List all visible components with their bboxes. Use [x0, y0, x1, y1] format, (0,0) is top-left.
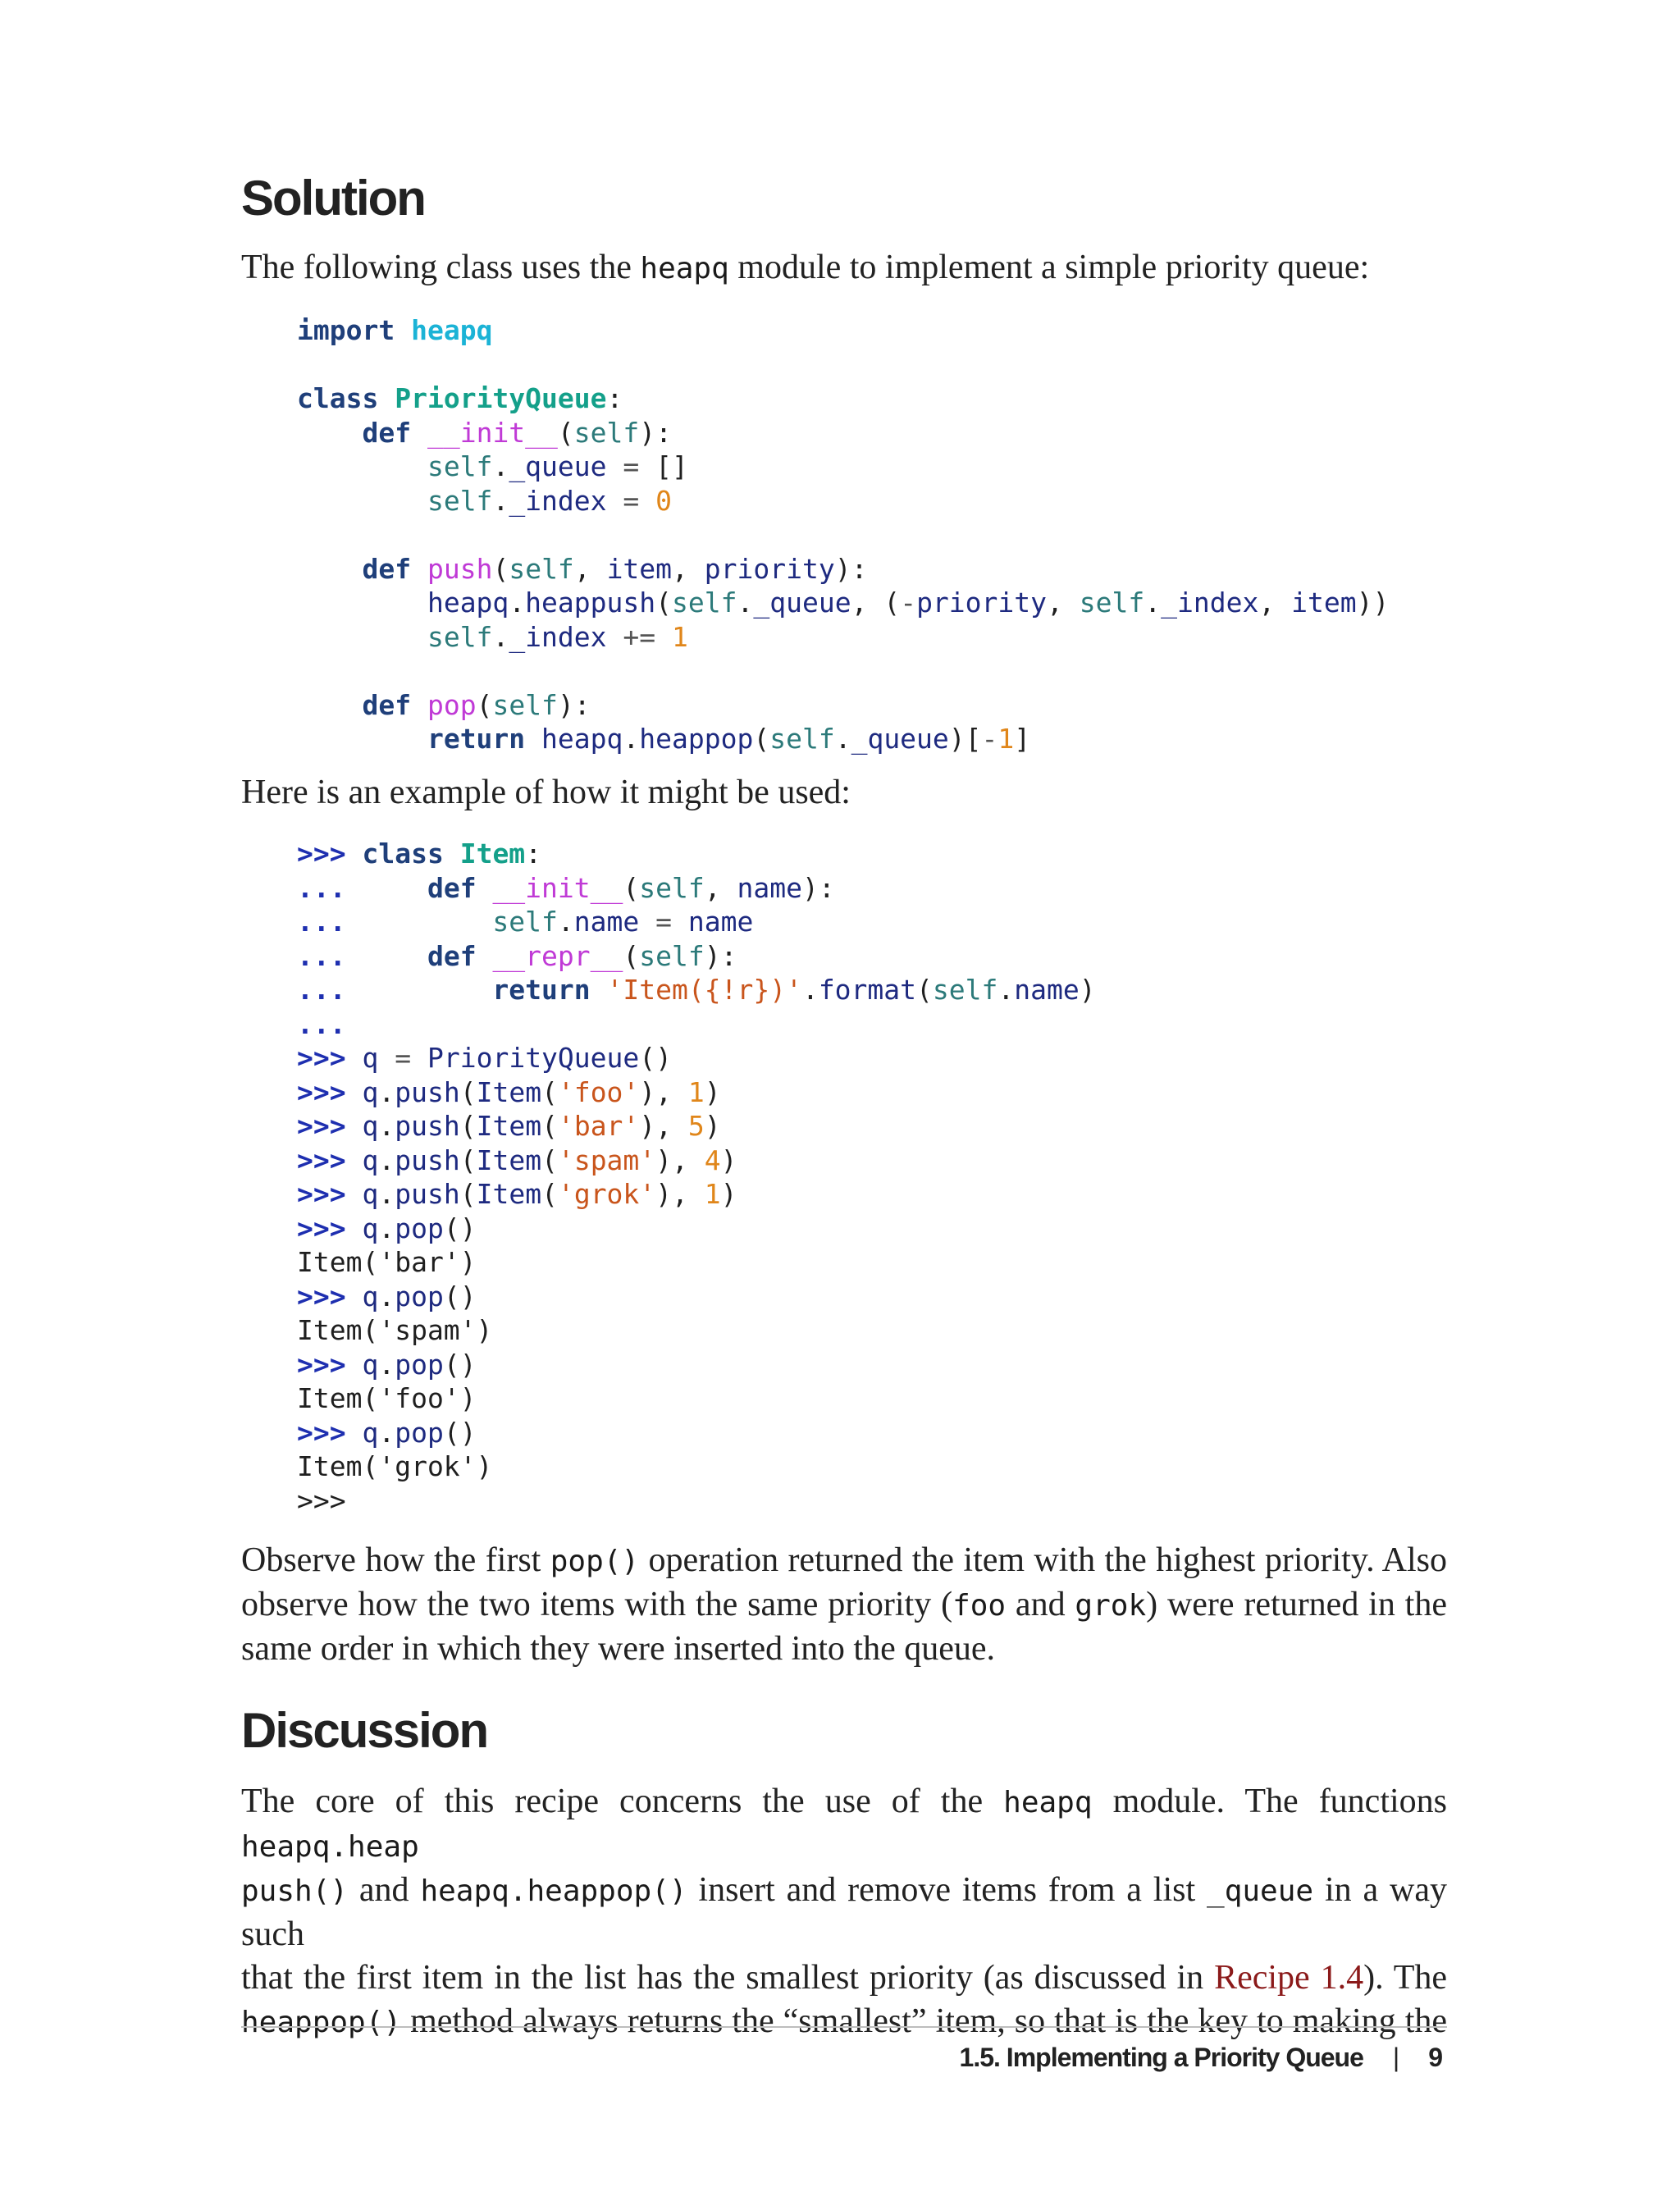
- discussion-line-1: The core of this recipe concerns the use of the heapq module. The functions heapq.heap: [241, 1783, 1448, 1864]
- code-block-priority-queue: import heapq class PriorityQueue: def __init__(self): self._queue = [] self._index = 0 def push(self, item, priority): heapq.heappush(self._queue, (-priority, self._index, item)) self._index += 1 def pop(self): return heapq.heappop(self._queue)[-1]: [297, 314, 1390, 755]
- observe-paragraph: Observe how the first pop() operation returned the item with the highest priority. Also observe how the two items with the same priority (foo and grok) were returned in the same order in which they were inserted into the queue.: [241, 1541, 1447, 1668]
- code-block-example-usage: >>> class Item: ... def __init__(self, name): ... self.name = name ... def __repr__(self): ... return 'Item({!r})'.format(self.name) ... >>> q = PriorityQueue() >>> q.push(Item('foo'), 1) >>> q.push(Item('bar'), 5) >>> q.push(Item('spam'), 4) >>> q.push(Item('grok'), 1) >>> q.pop() Item('bar') >>> q.pop() Item('spam') >>> q.pop() Item('foo') >>> q.pop() Item('grok') >>>: [297, 838, 1096, 1517]
- discussion-paragraph: [241, 1780, 1447, 2044]
- page-number: 9: [1428, 2043, 1442, 2072]
- example-intro: Here is an example of how it might be used:: [241, 774, 851, 811]
- recipe-1-4-link[interactable]: Recipe 1.4: [1214, 1959, 1364, 1997]
- footer-separator: |: [1392, 2043, 1399, 2072]
- discussion-line-2: push() and heapq.heappop() insert and remove items from a list _queue in a way such: [241, 1871, 1447, 1953]
- inline-code-heapq: heapq: [640, 252, 729, 285]
- page-footer: [960, 2043, 1442, 2073]
- discussion-line-4: heappop() method always returns the “smallest” item, so that is the key to making the: [241, 2002, 1447, 2040]
- footer-rule: [241, 2026, 1447, 2028]
- inline-code-foo: foo: [952, 1589, 1007, 1623]
- solution-intro: The following class uses the heapq module to implement a simple priority queue:: [241, 249, 1370, 286]
- inline-code-grok: grok: [1075, 1589, 1147, 1623]
- inline-code-pop: pop(): [550, 1545, 640, 1578]
- footer-section-title: 1.5. Implementing a Priority Queue: [959, 2043, 1363, 2072]
- discussion-line-3: that the first item in the list has the smallest priority (as discussed in Recipe 1.4). The: [241, 1959, 1448, 1997]
- discussion-heading: Discussion: [241, 1703, 488, 1758]
- solution-heading: Solution: [241, 171, 425, 226]
